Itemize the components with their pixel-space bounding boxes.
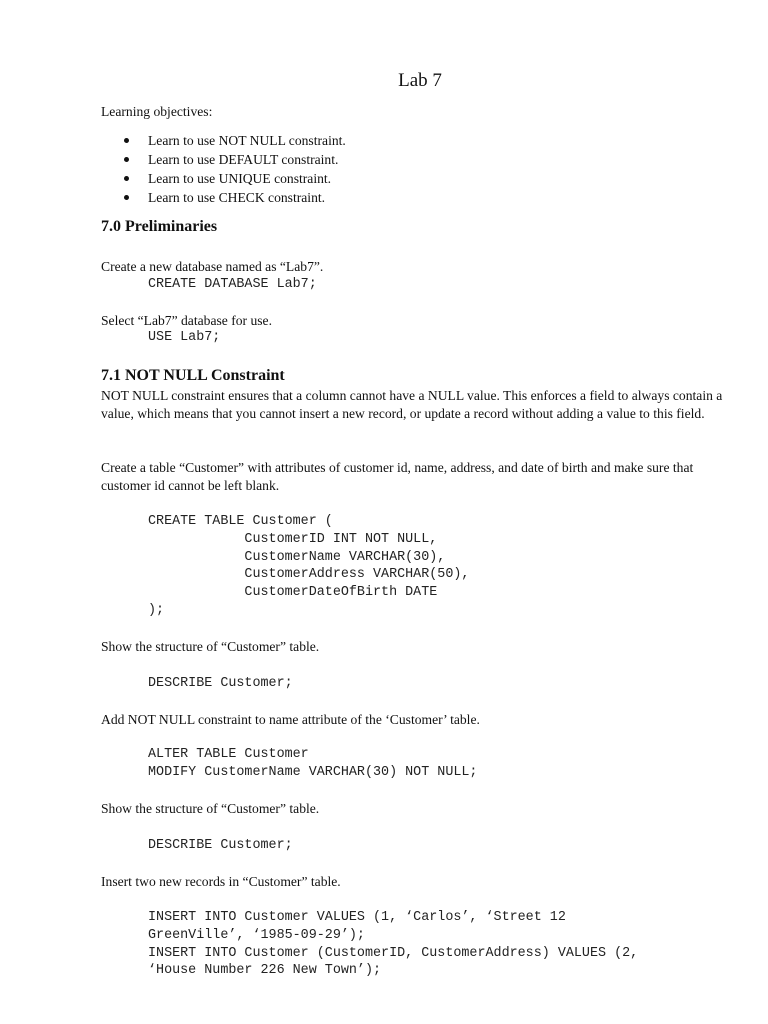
select-db-text: Select “Lab7” database for use. (101, 313, 272, 328)
section-heading-not-null: 7.1 NOT NULL Constraint (101, 367, 285, 384)
objectives-list (101, 131, 346, 207)
objective-item: Learn to use UNIQUE constraint. (101, 169, 346, 188)
objective-item: Learn to use DEFAULT constraint. (101, 150, 346, 169)
show-structure-text: Show the structure of “Customer” table. (101, 801, 320, 816)
create-table-code: CREATE TABLE Customer ( CustomerID INT NOT NULL, CustomerName VARCHAR(30), CustomerAddress VARCHAR(50), CustomerDateOfBirth DATE ); (148, 514, 470, 618)
bullet-icon (124, 195, 129, 200)
objective-item: Learn to use CHECK constraint. (101, 188, 346, 207)
objectives-label: Learning objectives: (101, 104, 213, 119)
alter-table-code: ALTER TABLE Customer MODIFY CustomerName VARCHAR(30) NOT NULL; (148, 747, 478, 780)
insert-records-text: Insert two new records in “Customer” table. (101, 874, 341, 889)
not-null-intro: NOT NULL constraint ensures that a column cannot have a NULL value. This enforces a field to always contain a value, which means that you cannot insert a new record, or update a record without adding a value to this field. (101, 388, 723, 421)
describe-code: DESCRIBE Customer; (148, 838, 293, 853)
show-structure-text: Show the structure of “Customer” table. (101, 639, 320, 654)
bullet-icon (124, 157, 129, 162)
use-db-code: USE Lab7; (148, 330, 221, 345)
bullet-icon (124, 138, 129, 143)
page-title: Lab 7 (398, 70, 442, 91)
insert-code: INSERT INTO Customer VALUES (1, ‘Carlos’, ‘Street 12 GreenVille’, ‘1985-09-29’); INSERT INTO Customer (CustomerID, CustomerAddress) VALUES (2, ‘House Number 226 New Town’); (148, 910, 639, 979)
create-db-text: Create a new database named as “Lab7”. (101, 259, 324, 274)
describe-code: DESCRIBE Customer; (148, 676, 293, 691)
objective-item: Learn to use NOT NULL constraint. (101, 131, 346, 150)
create-table-text: Create a table “Customer” with attributes of customer id, name, address, and date of birth and make sure that customer id cannot be left blank. (101, 460, 694, 493)
create-db-code: CREATE DATABASE Lab7; (148, 277, 317, 292)
section-heading-preliminaries: 7.0 Preliminaries (101, 218, 218, 235)
add-not-null-text: Add NOT NULL constraint to name attribute of the ‘Customer’ table. (101, 712, 480, 727)
bullet-icon (124, 176, 129, 181)
